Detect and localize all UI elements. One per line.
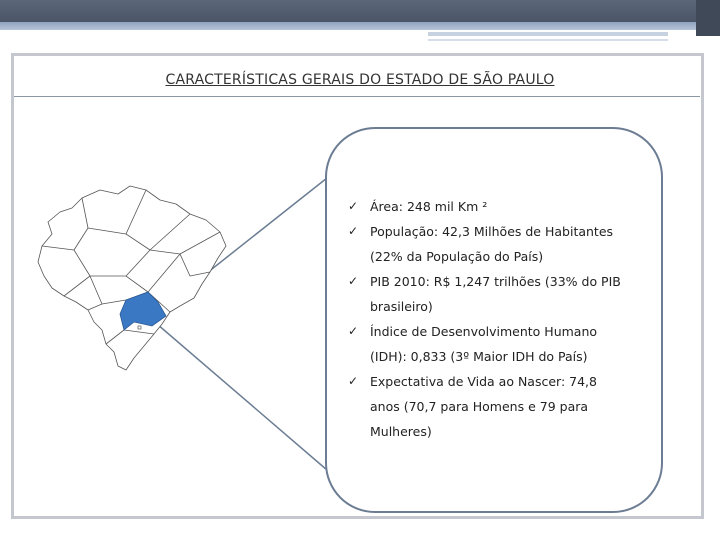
check-icon: ✓ <box>348 324 359 338</box>
list-item-line: Índice de Desenvolvimento Humano <box>370 324 598 339</box>
brazil-outline <box>38 186 226 370</box>
check-icon: ✓ <box>348 274 359 288</box>
list-item-line: brasileiro) <box>370 299 433 314</box>
list-item-line: Área: 248 mil Km ² <box>370 199 488 214</box>
list-item-line: População: 42,3 Milhões de Habitantes <box>370 224 614 239</box>
brazil-map-icon <box>30 180 240 380</box>
page-title-text: CARACTERÍSTICAS GERAIS DO ESTADO DE SÃO PAULO <box>165 72 555 88</box>
list-item-line: anos (70,7 para Homens e 79 para <box>370 399 589 414</box>
list-item-population <box>348 219 648 269</box>
list-item-hdi <box>348 319 648 369</box>
list-item-gdp <box>348 269 648 319</box>
check-icon: ✓ <box>348 224 359 238</box>
check-icon: ✓ <box>348 199 359 213</box>
list-item-line: Mulheres) <box>370 424 432 439</box>
list-item-line: (IDH): 0,833 (3º Maior IDH do País) <box>370 349 588 364</box>
list-item-line: Expectativa de Vida ao Nascer: 74,8 <box>370 374 597 389</box>
list-item-life-expectancy <box>348 369 648 444</box>
check-icon: ✓ <box>348 374 359 388</box>
list-item-line: (22% da População do País) <box>370 249 544 264</box>
list-item-area <box>348 194 648 219</box>
list-item-line: PIB 2010: R$ 1,247 trilhões (33% do PIB <box>370 274 621 289</box>
characteristics-list <box>348 194 648 444</box>
